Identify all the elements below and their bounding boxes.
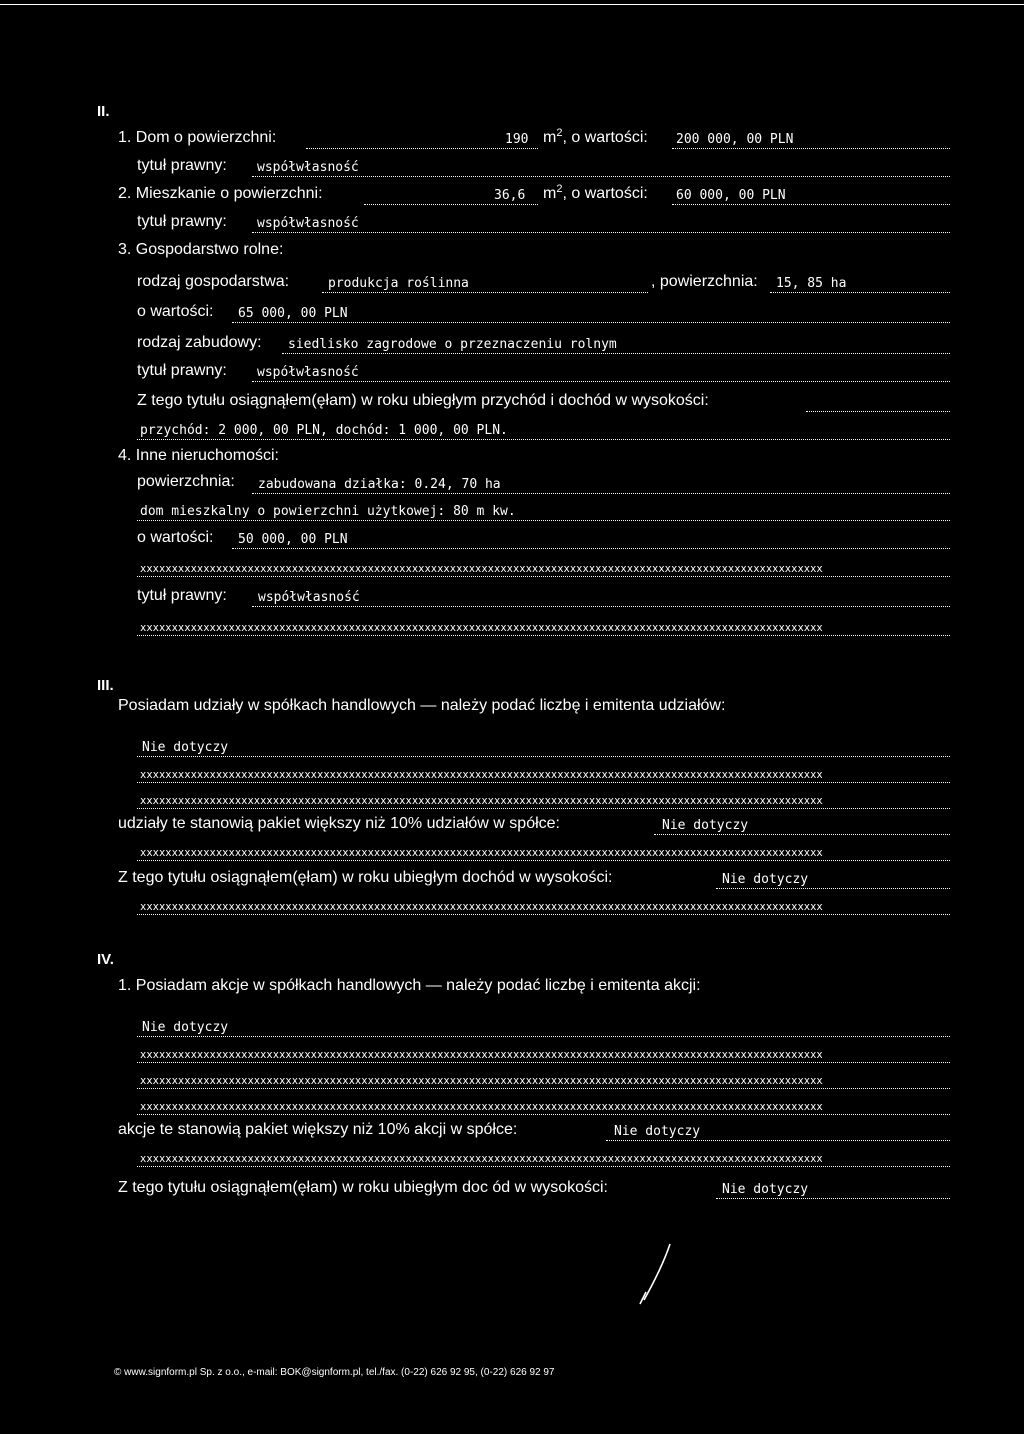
farm-title: współwłasność [257, 365, 359, 380]
stocks-income-question: Z tego tytułu osiągnąłem(ęłam) w roku ubiegłym doc ód w wysokości: [118, 1179, 608, 1196]
stocks-x-2: xxxxxxxxxxxxxxxxxxxxxxxxxxxxxxxxxxxxxxxxxxxxxxxxxxxxxxxxxxxxxxxxxxxxxxxxxxxxxxxxxxxxxxxxxxxxxxxxxxxxxxxxxxxx [140, 1075, 823, 1087]
farm-build-label: rodzaj zabudowy: [137, 334, 262, 351]
shares-x-3: xxxxxxxxxxxxxxxxxxxxxxxxxxxxxxxxxxxxxxxxxxxxxxxxxxxxxxxxxxxxxxxxxxxxxxxxxxxxxxxxxxxxxxxxxxxxxxxxxxxxxxxxxxxx [140, 847, 823, 859]
signature-mark [630, 1240, 690, 1310]
footer-copyright: © www.signform.pl Sp. z o.o., e-mail: BOK@signform.pl, tel./fax. (0-22) 626 92 95, (0-22) 626 92 97 [114, 1367, 555, 1378]
farm-type-label: rodzaj gospodarstwa: [137, 273, 290, 290]
section-number-4: IV. [97, 951, 114, 968]
page-top-border [0, 4, 1024, 11]
stocks-packet-answer: Nie dotyczy [614, 1124, 701, 1139]
flat-title-label: tytuł prawny: [137, 213, 227, 230]
flat-area-label: 2. Mieszkanie o powierzchni: [118, 185, 323, 202]
stocks-x-3: xxxxxxxxxxxxxxxxxxxxxxxxxxxxxxxxxxxxxxxxxxxxxxxxxxxxxxxxxxxxxxxxxxxxxxxxxxxxxxxxxxxxxxxxxxxxxxxxxxxxxxxxxxxx [140, 1101, 823, 1113]
farm-label: 3. Gospodarstwo rolne: [118, 241, 284, 258]
other-value-label: o wartości: [137, 529, 214, 546]
farm-income-label: Z tego tytułu osiągnąłem(ęłam) w roku ubiegłym przychód i dochód w wysokości: [137, 392, 709, 409]
shares-heading: Posiadam udziały w spółkach handlowych — należy podać liczbę i emitenta udziałów: [118, 697, 726, 714]
shares-x-1: xxxxxxxxxxxxxxxxxxxxxxxxxxxxxxxxxxxxxxxxxxxxxxxxxxxxxxxxxxxxxxxxxxxxxxxxxxxxxxxxxxxxxxxxxxxxxxxxxxxxxxxxxxxx [140, 769, 823, 781]
other-title: współwłasność [258, 590, 360, 605]
house-value: 200 000, 00 PLN [676, 132, 794, 147]
section-number-3: III. [97, 677, 114, 694]
farm-value: 65 000, 00 PLN [238, 306, 348, 321]
stocks-answer-line [137, 1036, 950, 1037]
shares-x-4: xxxxxxxxxxxxxxxxxxxxxxxxxxxxxxxxxxxxxxxxxxxxxxxxxxxxxxxxxxxxxxxxxxxxxxxxxxxxxxxxxxxxxxxxxxxxxxxxxxxxxxxxxxxx [140, 901, 823, 913]
other-area-1: zabudowana działka: 0.24, 70 ha [258, 477, 501, 492]
flat-area-unit: $m^2$, o wartości: [543, 183, 648, 202]
stocks-heading: 1. Posiadam akcje w spółkach handlowych — należy podać liczbę i emitenta akcji: [118, 977, 701, 994]
other-area-label: powierzchnia: [137, 473, 235, 490]
farm-build: siedlisko zagrodowe o przeznaczeniu rolnym [288, 337, 617, 352]
shares-answer-line [137, 756, 950, 757]
other-value: 50 000, 00 PLN [238, 532, 348, 547]
flat-title: współwłasność [257, 216, 359, 231]
house-area-line [306, 148, 538, 149]
flat-value: 60 000, 00 PLN [676, 188, 786, 203]
other-x-1: xxxxxxxxxxxxxxxxxxxxxxxxxxxxxxxxxxxxxxxxxxxxxxxxxxxxxxxxxxxxxxxxxxxxxxxxxxxxxxxxxxxxxxxxxxxxxxxxxxxxxxxxxxxx [140, 563, 823, 575]
house-title-label: tytuł prawny: [137, 157, 227, 174]
stocks-answer: Nie dotyczy [142, 1020, 229, 1035]
other-area-2: dom mieszkalny o powierzchni użytkowej: 80 m kw. [140, 504, 516, 519]
farm-title-label: tytuł prawny: [137, 362, 227, 379]
stocks-income-answer: Nie dotyczy [722, 1182, 809, 1197]
house-area-value: 190 [505, 132, 529, 147]
flat-area-value: 36,6 [494, 188, 526, 203]
shares-answer: Nie dotyczy [142, 740, 229, 755]
shares-income-question: Z tego tytułu osiągnąłem(ęłam) w roku ubiegłym dochód w wysokości: [118, 869, 613, 886]
farm-income: przychód: 2 000, 00 PLN, dochód: 1 000, 00 PLN. [140, 423, 508, 438]
farm-income-line-1 [806, 411, 950, 412]
shares-packet-question: udziały te stanowią pakiet większy niż 10% udziałów w spółce: [118, 815, 560, 832]
house-area-unit: $m^2$, o wartości: [543, 127, 648, 146]
farm-type: produkcja roślinna [328, 276, 469, 291]
shares-packet-answer: Nie dotyczy [662, 818, 749, 833]
farm-area-label: , powierzchnia: [651, 273, 758, 290]
stocks-x-4: xxxxxxxxxxxxxxxxxxxxxxxxxxxxxxxxxxxxxxxxxxxxxxxxxxxxxxxxxxxxxxxxxxxxxxxxxxxxxxxxxxxxxxxxxxxxxxxxxxxxxxxxxxxx [140, 1153, 823, 1165]
other-title-label: tytuł prawny: [137, 587, 227, 604]
shares-x-2: xxxxxxxxxxxxxxxxxxxxxxxxxxxxxxxxxxxxxxxxxxxxxxxxxxxxxxxxxxxxxxxxxxxxxxxxxxxxxxxxxxxxxxxxxxxxxxxxxxxxxxxxxxxx [140, 795, 823, 807]
stocks-x-1: xxxxxxxxxxxxxxxxxxxxxxxxxxxxxxxxxxxxxxxxxxxxxxxxxxxxxxxxxxxxxxxxxxxxxxxxxxxxxxxxxxxxxxxxxxxxxxxxxxxxxxxxxxxx [140, 1049, 823, 1061]
house-title: współwłasność [257, 160, 359, 175]
section-number-2: II. [97, 103, 110, 120]
other-x-2: xxxxxxxxxxxxxxxxxxxxxxxxxxxxxxxxxxxxxxxxxxxxxxxxxxxxxxxxxxxxxxxxxxxxxxxxxxxxxxxxxxxxxxxxxxxxxxxxxxxxxxxxxxxx [140, 622, 823, 634]
stocks-packet-question: akcje te stanowią pakiet większy niż 10% akcji w spółce: [118, 1121, 518, 1138]
farm-value-label: o wartości: [137, 303, 214, 320]
other-property-label: 4. Inne nieruchomości: [118, 447, 279, 464]
house-area-label: 1. Dom o powierzchni: [118, 129, 277, 146]
shares-income-answer: Nie dotyczy [722, 872, 809, 887]
farm-area: 15, 85 ha [776, 276, 847, 291]
